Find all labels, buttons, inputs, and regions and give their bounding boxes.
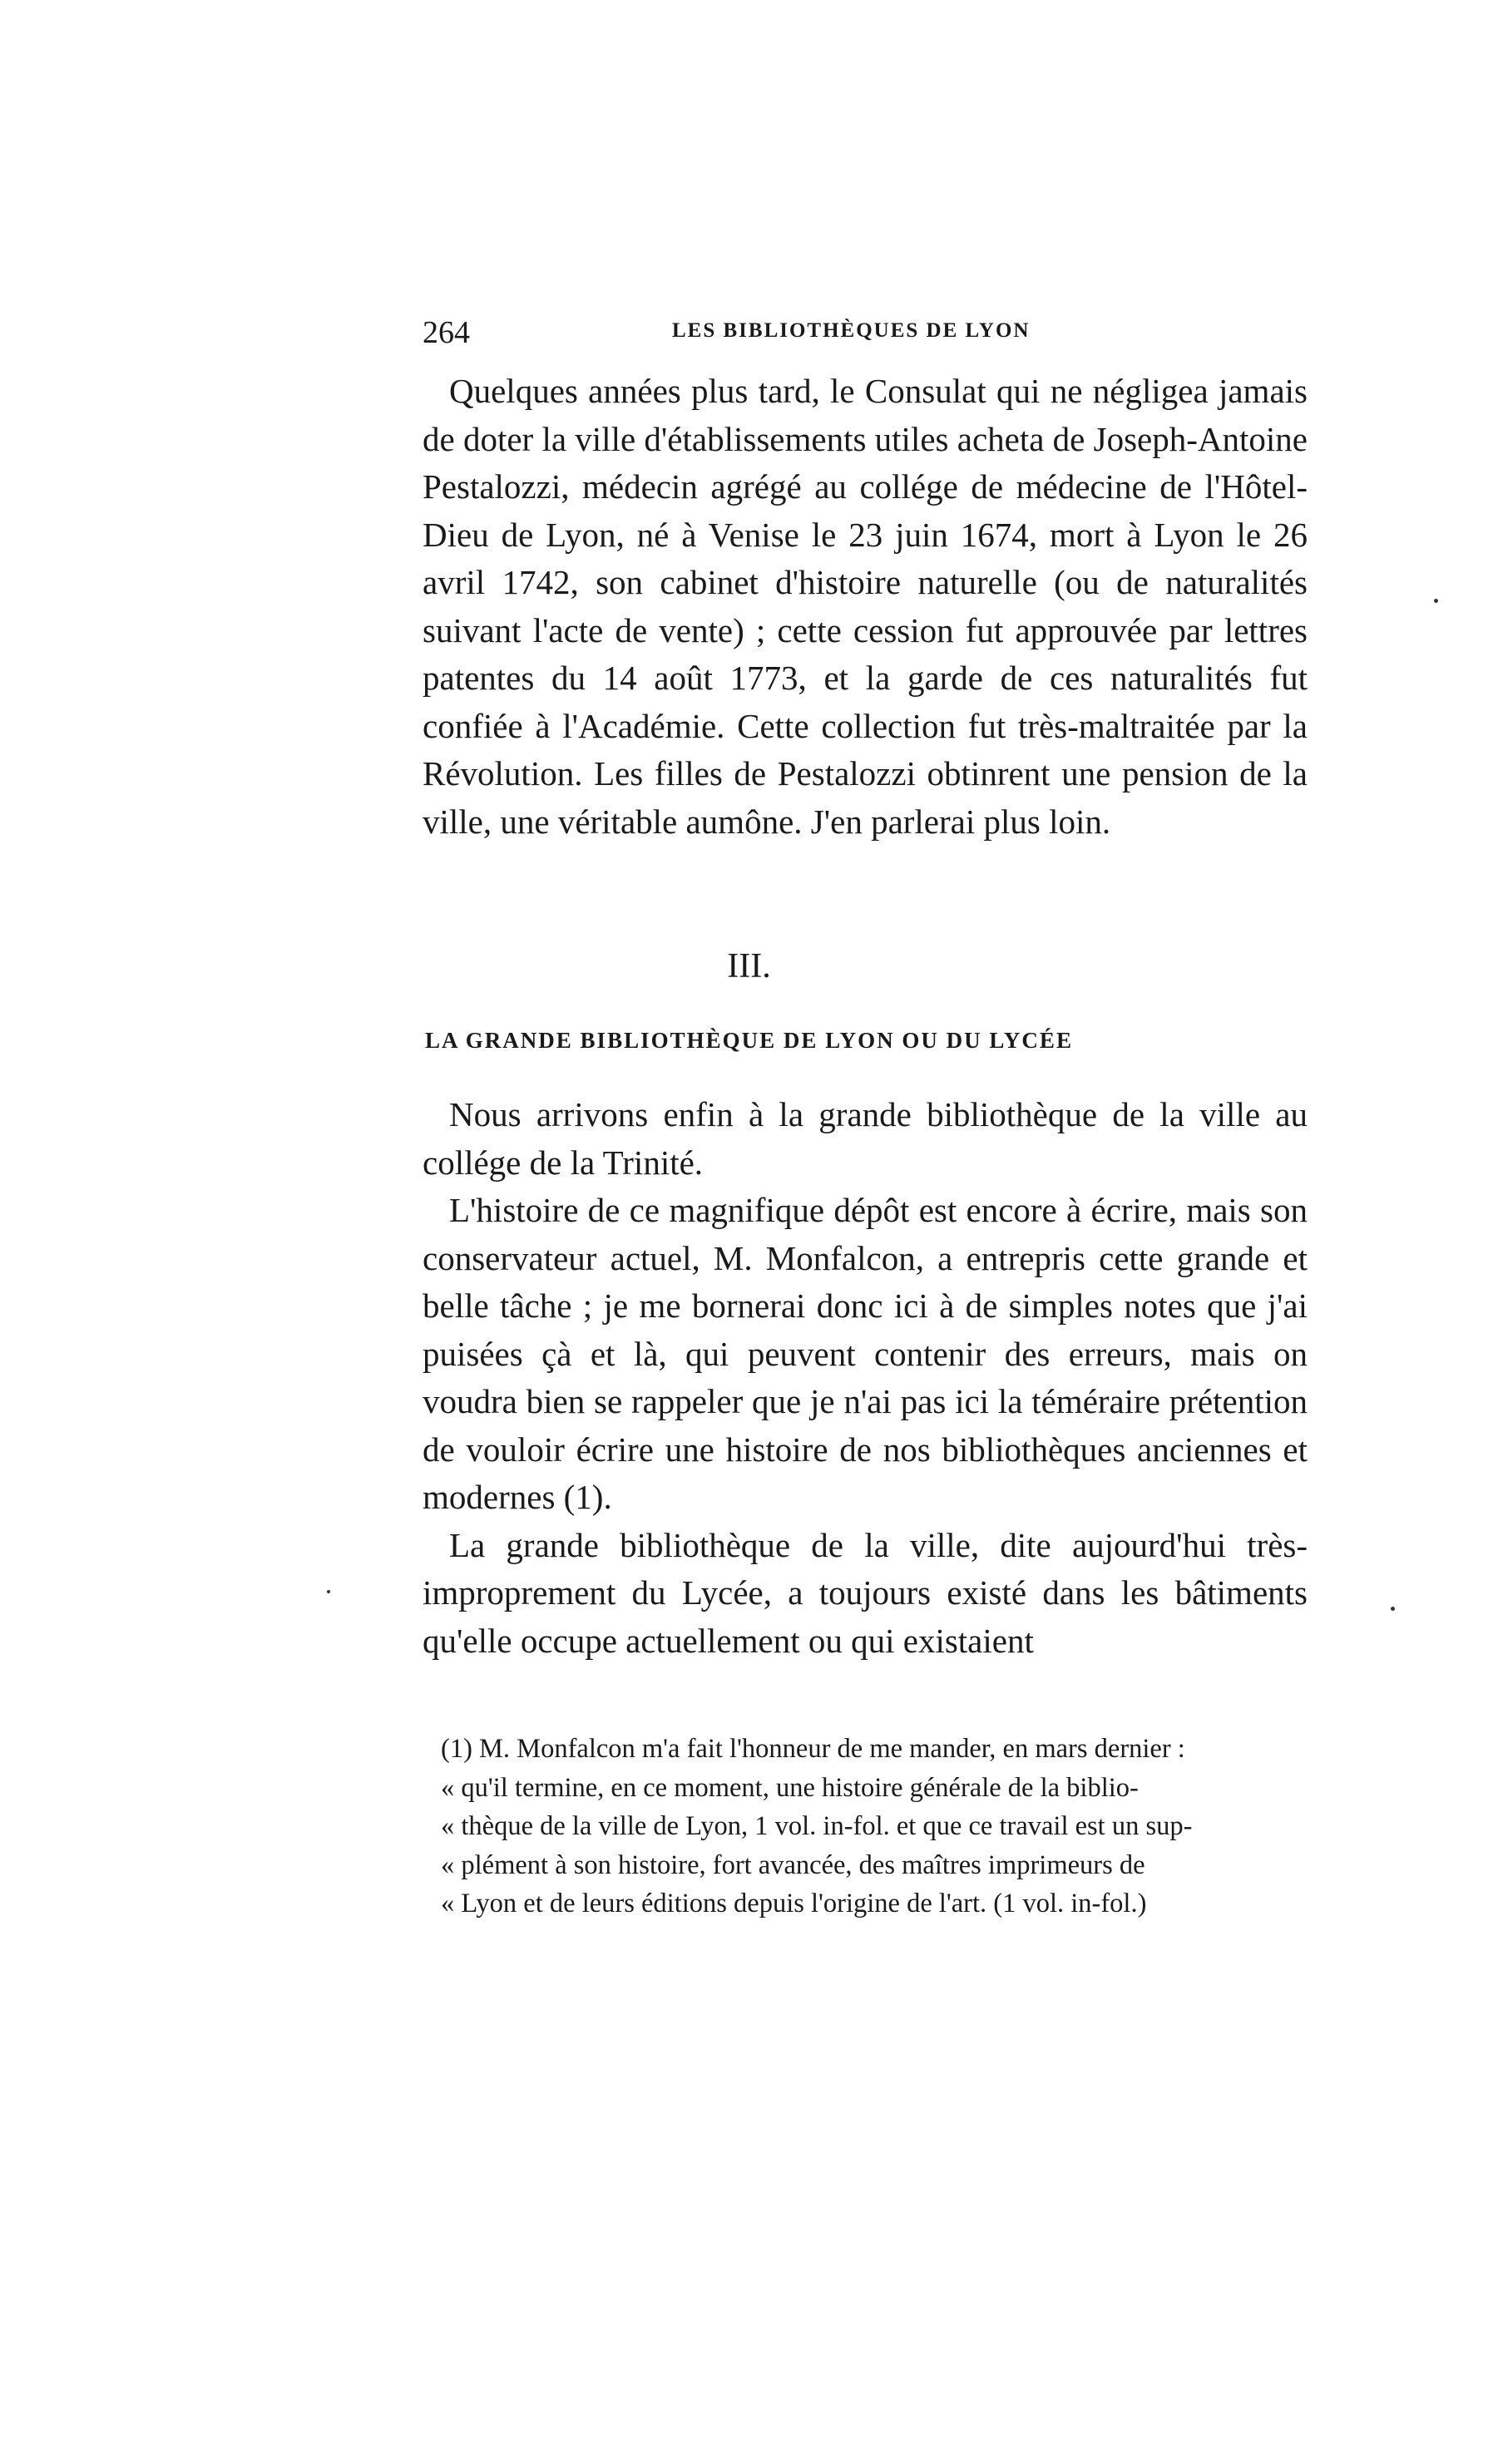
footnotes	[441, 1730, 1306, 1923]
footnote-line: « thèque de la ville de Lyon, 1 vol. in-fol. et que ce travail est un sup-	[441, 1811, 1193, 1841]
section-number: III.	[727, 947, 771, 985]
section-title: LA GRANDE BIBLIOTHÈQUE DE LYON OU DU LYCÉE	[425, 1028, 1073, 1053]
footnote-line: « plément à son histoire, fort avancée, des maîtres imprimeurs de	[441, 1849, 1145, 1880]
body-text-after-section	[423, 1091, 1308, 1665]
paragraph: La grande bibliothèque de la ville, dite aujourd'hui très-improprement du Lycée, a toujours existé dans les bâtiments qu'elle occupe actuellement ou qui existaient	[423, 1525, 1308, 1660]
running-title: LES BIBLIOTHÈQUES DE LYON	[672, 319, 1031, 342]
footnote-line: « qu'il termine, en ce moment, une histoire générale de la biblio-	[441, 1772, 1139, 1803]
paragraph: Nous arrivons enfin à la grande bibliothèque de la ville au collége de la Trinité.	[423, 1095, 1308, 1182]
footnote-line: « Lyon et de leurs éditions depuis l'origine de l'art. (1 vol. in-fol.)	[441, 1889, 1147, 1918]
body-text-before-section	[423, 368, 1308, 846]
footnote-line: (1) M. Monfalcon m'a fait l'honneur de me mander, en mars dernier :	[441, 1734, 1185, 1764]
ink-speck	[327, 1590, 330, 1593]
ink-speck	[1391, 1607, 1395, 1611]
paragraph: L'histoire de ce magnifique dépôt est encore à écrire, mais son conservateur actuel, M. Monfalcon, a entrepris cette grande et belle tâche ; je me bornerai donc ici à de simples notes que j'ai puisées çà et là, qui peuvent contenir des erreurs, mais on voudra bien se rappeler que je n'ai pas ici la téméraire prétention de vouloir écrire une histoire de nos bibliothèques anciennes et modernes (1).	[423, 1191, 1308, 1516]
page-number: 264	[423, 315, 470, 350]
paragraph: Quelques années plus tard, le Consulat qui ne négligea jamais de doter la ville d'établissements utiles acheta de Joseph-Antoine Pestalozzi, médecin agrégé au collége de médecine de l'Hôtel-Dieu de Lyon, né à Venise le 23 juin 1674, mort à Lyon le 26 avril 1742, son cabinet d'histoire naturelle (ou de naturalités suivant l'acte de vente) ; cette cession fut approuvée par lettres patentes du 14 août 1773, et la garde de ces naturalités fut confiée à l'Académie. Cette collection fut très-maltraitée par la Révolution. Les filles de Pestalozzi obtinrent une pension de la ville, une véritable aumône. J'en parlerai plus loin.	[423, 372, 1308, 841]
page-header	[423, 314, 1304, 356]
ink-speck	[1434, 599, 1438, 603]
